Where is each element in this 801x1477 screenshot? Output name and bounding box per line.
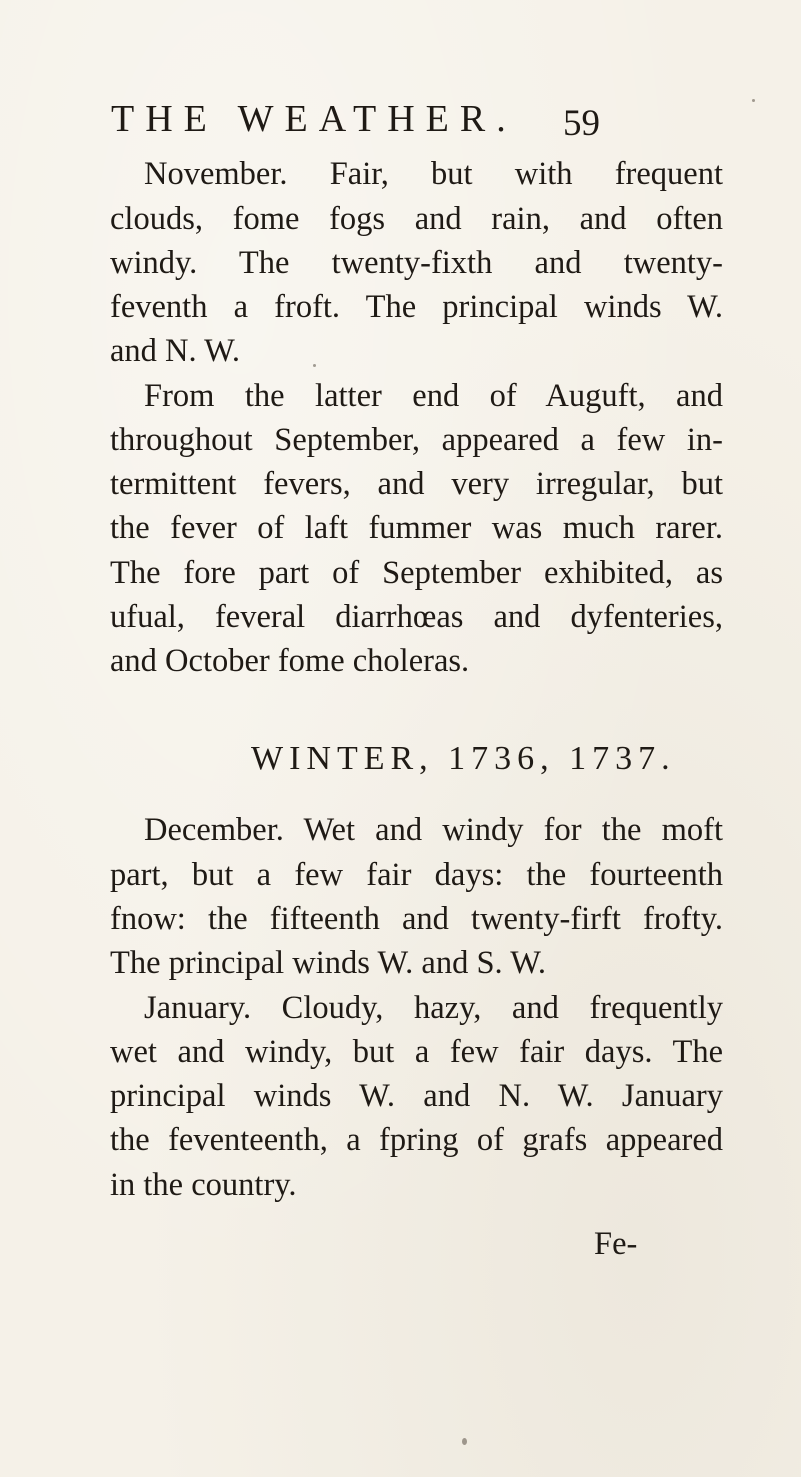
paper-speck [313,364,316,367]
text-line: the feventeenth, a fpring of grafs appeared [110,1122,723,1158]
text-line: ufual, feveral diarrhœas and dyfenteries, [110,599,723,635]
text-line: From the latter end of Auguft, and [144,378,723,414]
text-line: principal winds W. and N. W. January [110,1078,723,1114]
text-line: January. Cloudy, hazy, and frequently [144,990,723,1026]
text-line: feventh a froft. The principal winds W. [110,289,723,325]
text-line: and October fome choleras. [110,643,470,679]
running-head-title: THE WEATHER. [111,98,517,140]
text-line: and N. W. [110,333,240,369]
running-head [111,94,611,144]
section-heading: WINTER, 1736, 1737. [251,740,676,777]
text-line: December. Wet and windy for the moft [144,812,723,848]
paper-speck [752,99,755,102]
text-line: clouds, fome fogs and rain, and often [110,201,723,237]
text-line: windy. The twenty-fixth and twenty- [110,245,723,281]
catchword: Fe- [594,1226,638,1262]
page-number: 59 [563,103,600,144]
text-line: November. Fair, but with frequent [144,156,723,192]
text-line: termittent fevers, and very irregular, but [110,466,723,502]
text-line: The principal winds W. and S. W. [110,945,547,981]
text-line: fnow: the fifteenth and twenty-firft frofty. [110,901,723,937]
text-line: the fever of laft fummer was much rarer. [110,510,723,546]
text-line: part, but a few fair days: the fourteenth [110,857,723,893]
paper-speck [462,1438,467,1445]
text-line: in the country. [110,1167,297,1203]
text-line: wet and windy, but a few fair days. The [110,1034,723,1070]
text-line: The fore part of September exhibited, as [110,555,723,591]
text-line: throughout September, appeared a few in- [110,422,723,458]
